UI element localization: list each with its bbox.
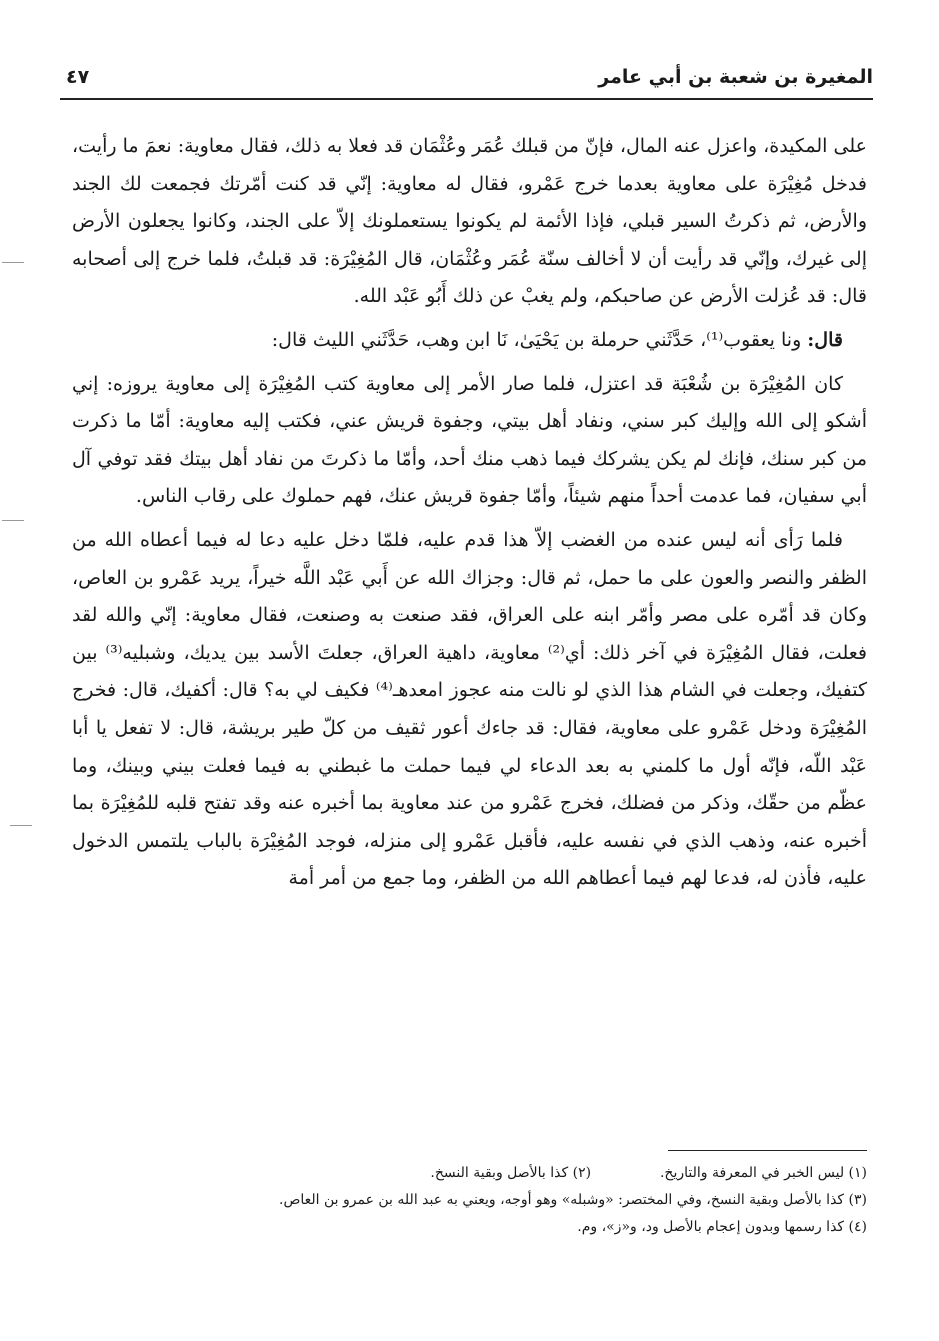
footnote: (٤) كذا رسمها وبدون إعجام بالأصل ود، و«ز»، وم. <box>577 1219 867 1235</box>
footnote: (١) ليس الخبر في المعرفة والتاريخ. <box>659 1165 867 1181</box>
paragraph <box>72 128 867 316</box>
paragraph <box>72 522 867 898</box>
footnote: (٣) كذا بالأصل وبقية النسخ، وفي المختصر: «وشبله» وهو أوجه، ويعني به عبد الله بن عمرو بن العاص. <box>279 1192 867 1208</box>
footnote-row <box>72 1187 867 1214</box>
paragraph <box>72 322 867 360</box>
footnote-divider <box>668 1150 867 1151</box>
paragraph <box>72 366 867 516</box>
paragraph-text: فلما رَأى أنه ليس عنده من الغضب إلاّ هذا قدم عليه، فلمّا دخل عليه دعا له فيما أعطاه الله من الظفر والنصر والعون على ما حمل، ثم قال: وجزاك الله عن أَبي عَبْد اللَّه خيراً، يريد عَمْرو بن العاص، وكان قد أمّره على مصر وأمّر ابنه على العراق، فقد صنعت به وصنعت، فقال معاوية: إنّي والله لقد فعلت، فقال المُغِيْرَة في آخر ذلك: أي⁽²⁾ معاوية، داهية العراق، جعلتَ الأسد بين يديك، وشبليه⁽³⁾ بين كتفيك، وجعلت في الشام هذا الذي لو نالت منه عجوز امعدهـ⁽⁴⁾ فكيف لي به؟ قال: أكفيك، قال: فخرج المُغِيْرَة ودخل عَمْرو على معاوية، فقال: قد جاءك أعور ثقيف من كلّ طير بريشة، قال: لا تفعل يا أبا عَبْد اللّه، فإنّه أول ما كلمني به بعد الدعاء لي فيما حملت ما غبطني به فيما فعلت بيني وبينك، وما عظّم من حقّك، وذكر من فضلك، فخرج عَمْرو من عند معاوية بما أخبره عنه وقد تفتح قلبه للمُغِيْرَة بما أخبره عنه، وذهب الذي في نفسه عليه، فأقبل عَمْرو إلى منزله، فوجد المُغِيْرَة بالباب يلتمس الدخول عليه، فأذن له، فدعا لهم فيما أعطاهم الله من الظفر، وما جمع من أمر أمة <box>72 528 867 890</box>
footnote-row <box>72 1214 867 1241</box>
scan-margin-mark <box>2 262 24 263</box>
main-text <box>72 128 867 904</box>
paragraph-lead: قال: <box>807 328 843 351</box>
footnote: (٢) كذا بالأصل وبقية النسخ. <box>430 1165 592 1181</box>
paragraph-text: ونا يعقوب⁽¹⁾، حَدَّثَني حرملة بن يَحْيَىٰ، نَا ابن وهب، حَدَّثَني الليث قال: <box>271 328 802 351</box>
footnotes <box>72 1160 867 1241</box>
scan-margin-mark <box>2 520 24 521</box>
scan-margin-mark <box>10 825 32 826</box>
paragraph-text: كان المُغِيْرَة بن شُعْبَة قد اعتزل، فلما صار الأمر إلى معاوية كتب المُغِيْرَة إلى معاوية يروزه: إني أشكو إلى الله وإليك كبر سني، ونفاد أهل بيتي، وجفوة قريش عني، فكتب إليه معاوية: أمّا ما ذكرت من كبر سنك، فإنك لم يكن يشركك فيما ذهب منك أحد، وأمّا ما ذكرتَ من نفاد أهل بيتك فقد توفي آل أبي سفيان، فما عدمت أحداً منهم شيئاً، وأمّا جفوة قريش عنك، فهم حملوك على رقاب الناس. <box>72 372 867 508</box>
page-header <box>60 62 873 100</box>
footnote-row <box>72 1160 867 1187</box>
running-title: المغيرة بن شعبة بن أبي عامر <box>598 66 873 88</box>
page-number: ٤٧ <box>66 66 90 88</box>
paragraph-text: على المكيدة، واعزل عنه المال، فإنّ من قبلك عُمَر وعُثْمَان قد فعلا به ذلك، فقال معاوية: نعمَ ما رأيت، فدخل مُغِيْرَة على معاوية بعدما خرج عَمْرو، فقال له معاوية: إنّي قد كنت أمّرتك فجمعت لك الجند والأرض، ثم ذكرتُ السير قبلي، فإذا الأئمة لم يكونوا يستعملونك إلاّ على الجند، وكانوا يجعلون الأرض إلى غيرك، وإنّي قد رأيت أن لا أخالف سنّة عُمَر وعُثْمَان، قال المُغِيْرَة: قد قبلتُ، فلما خرج إلى أصحابه قال: قد عُزلت الأرض عن صاحبكم، ولم يغبْ عن ذلك أَبُو عَبْد الله. <box>72 135 867 308</box>
